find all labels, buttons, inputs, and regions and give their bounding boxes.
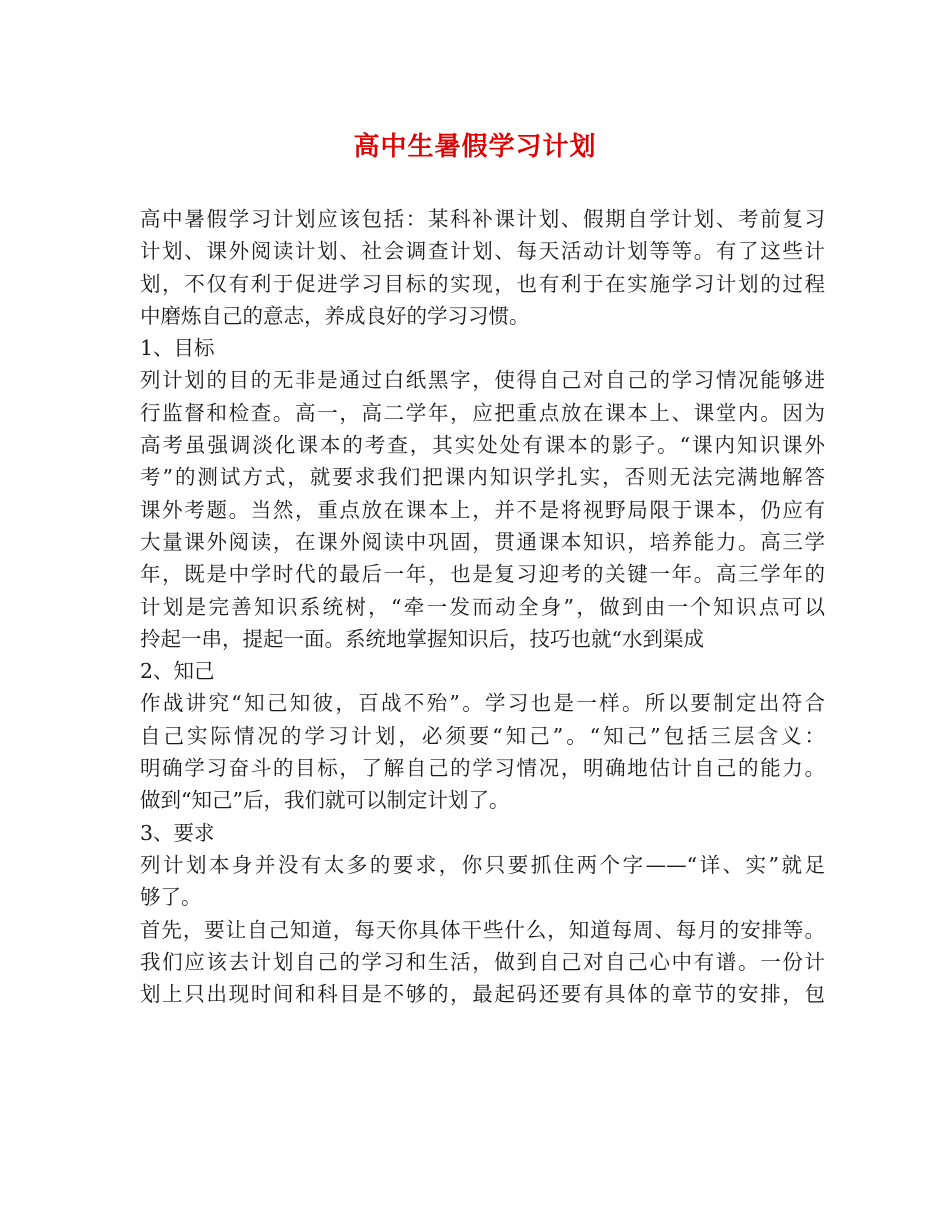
body-line: 列计划的目的无非是通过白纸黑字，使得自己对自己的学习情况能够进	[140, 368, 825, 393]
body-line: 年，既是中学时代的最后一年，也是复习迎考的关键一年。高三学年的	[140, 562, 825, 587]
body-line: 够了。	[140, 885, 202, 910]
section-heading: 3、要求	[140, 820, 215, 845]
body-line: 中磨炼自己的意志，养成良好的学习习惯。	[140, 303, 530, 328]
body-line: 划，不仅有利于促进学习目标的实现，也有利于在实施学习计划的过程	[140, 271, 825, 296]
document-body	[140, 203, 825, 1010]
body-line: 自己实际情况的学习计划，必须要“知己”。“知己”包括三层含义：	[140, 723, 825, 748]
body-line: 课外考题。当然，重点放在课本上，并不是将视野局限于课本，仍应有	[140, 497, 825, 522]
body-line: 计划是完善知识系统树，“牵一发而动全身”，做到由一个知识点可以	[140, 594, 825, 619]
body-line: 作战讲究“知己知彼，百战不殆”。学习也是一样。所以要制定出符合	[140, 691, 825, 716]
body-line: 考”的测试方式，就要求我们把课内知识学扎实，否则无法完满地解答	[140, 465, 825, 490]
section-heading: 2、知己	[140, 659, 215, 684]
body-line: 高中暑假学习计划应该包括：某科补课计划、假期自学计划、考前复习	[140, 207, 825, 231]
body-line: 拎起一串，提起一面。系统地掌握知识后，技巧也就“水到渠成	[140, 626, 704, 651]
body-line: 列计划本身并没有太多的要求，你只要抓住两个字——“详、实”就足	[140, 852, 825, 877]
body-line: 明确学习奋斗的目标，了解自己的学习情况，明确地估计自己的能力。	[140, 756, 825, 781]
body-line: 行监督和检查。高一，高二学年，应把重点放在课本上、课堂内。因为	[140, 400, 825, 425]
body-line: 大量课外阅读，在课外阅读中巩固，贯通课本知识，培养能力。高三学	[140, 529, 825, 554]
document-title: 高中生暑假学习计划	[353, 132, 597, 162]
body-line: 划上只出现时间和科目是不够的，最起码还要有具体的章节的安排，包	[140, 982, 825, 1007]
body-line: 我们应该去计划自己的学习和生活，做到自己对自己心中有谱。一份计	[140, 949, 825, 974]
section-heading: 1、目标	[140, 336, 215, 361]
body-line: 计划、课外阅读计划、社会调查计划、每天活动计划等等。有了这些计	[140, 239, 825, 264]
body-line: 首先，要让自己知道，每天你具体干些什么，知道每周、每月的安排等。	[140, 917, 825, 942]
body-line: 高考虽强调淡化课本的考查，其实处处有课本的影子。“课内知识课外	[140, 433, 825, 458]
body-line: 做到“知己”后，我们就可以制定计划了。	[140, 788, 510, 813]
